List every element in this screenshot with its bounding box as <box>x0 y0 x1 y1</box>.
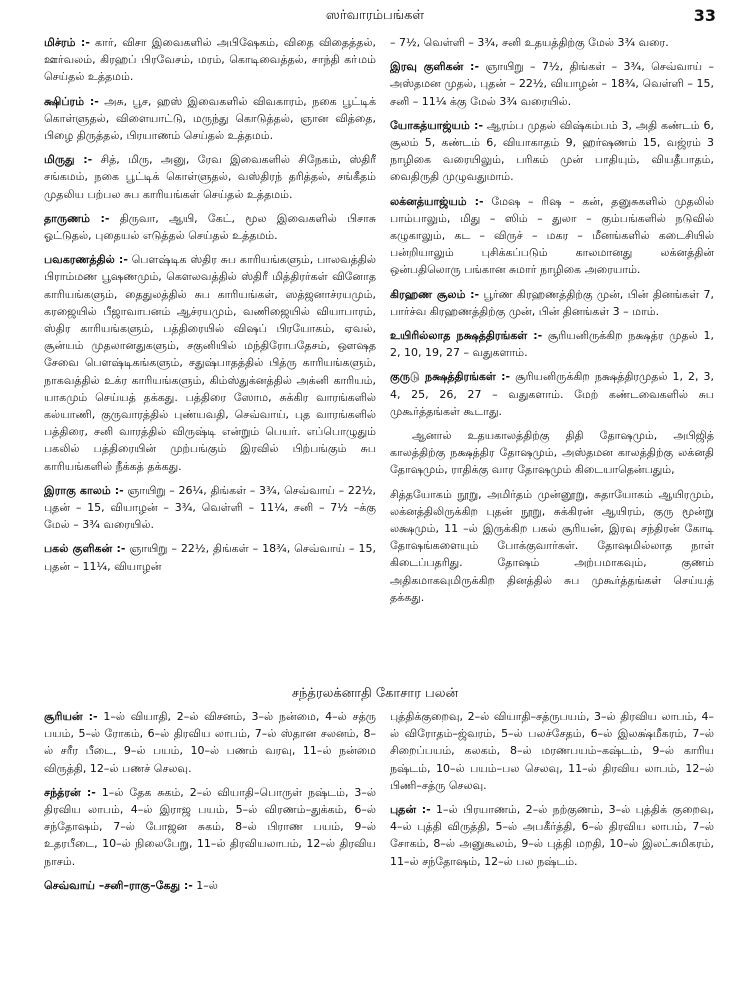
entry-term: யோகத்யாஜ்யம் :- <box>390 118 484 132</box>
text-entry <box>44 251 376 475</box>
entry-text: 1–ல் <box>192 878 218 892</box>
entry-term: உயிரில்லாத நக்ஷத்திரங்கள் :- <box>390 329 543 343</box>
entry-text: சூரியனிருக்கிற நக்ஷத்ர முதல் 1, 2, 10, 19, 27 – வதுகளாம். <box>390 329 714 360</box>
running-title: ஸர்வாரம்பங்கள் <box>325 8 425 23</box>
entry-term: பவகரணத்தில் :- <box>44 253 128 267</box>
right-column <box>390 34 714 684</box>
section-title: சந்த்ரலக்னாதி கோசார பலன் <box>291 686 459 701</box>
entry-text: 1–ல் தேக சுகம், 2–ல் வியாதி–பொருள் நஷ்டம், 3–ல் திரவிய லாபம், 4–ல் இராஜ பயம், 5–ல் விரணம்–துக்கம், 6–ல் சந்தோஷம், 7–ல் போஜன சுகம், 8–ல் பிராண பயம், 9–ல் உதரபீடை, 10–ல் நிலைபேறு, 11–ல் திரவியலாபம், 12–ல் திரவிய நாசம். <box>44 785 376 868</box>
text-entry <box>44 708 376 777</box>
text-entry <box>390 58 714 110</box>
page-number: 33 <box>693 6 716 25</box>
entry-text: 1–ல் பிரயாணம், 2–ல் நற்குணம், 3–ல் புத்திக் குறைவு, 4–ல் புத்தி விருத்தி, 5–ல் அபகீர்த்தி, 6–ல் திரவிய லாபம், 7–ல் சோகம், 8–ல் அனுகூலம், 9–ல் புத்தி மறதி, 10–ல் இலட்சுமிகரம், 11–ல் சந்தோஷம், 12–ல் பல நஷ்டம். <box>390 803 714 868</box>
entry-term: புதன் :- <box>390 803 431 817</box>
entry-term: இரவு குளிகன் :- <box>390 60 480 74</box>
text-entry <box>390 368 714 420</box>
entry-text: புத்திக்குறைவு, 2–ல் வியாதி–சத்ருபயம், 3–ல் திரவிய லாபம், 4–ல் விரோதம்–ஜ்வரம், 5–ல் பலச்சேதம், 6–ல் இலக்ஷ்மீகரம், 7–ல் சிறைப்பயம், கலகம், 8–ல் மரணபயம்–கஷ்டம், 9–ல் காரிய நஷ்டம், 10–ல் பயம்–பல செலவு, 11–ல் திரவிய லாபம், 12–ல் பிணி–சத்ரு செலவு. <box>390 710 714 792</box>
entry-term: செவ்வாய் –சனி–ராகு–கேது :- <box>44 878 193 892</box>
entry-term: மிச்ரம் :- <box>44 36 90 49</box>
entry-text: சித்தயோகம் நூறு, அமிர்தம் முன்னூறு, சுதாயோகம் ஆயிரமும், லக்னத்திலிருக்கிற புதன் நூறு, சுக்கிரன் ஆயிரம், குரு மூன்று லக்ஷமும், 11 –ல் இருக்கிற பகல் சூரியன், இரவு சந்திரன் கோடி தோஷங்களையும் போக்குவார்கள். தோஷமில்லாத நாள் கிடைப்பதரிது. தோஷம் அற்பமாகவும், குணம் அதிகமாகவுமிருக்கிற தினத்தில் சுப முகூர்த்தங்கள் செய்யத் தக்கது. <box>390 487 714 604</box>
entry-term: பகல் குளிகன் :- <box>44 542 126 556</box>
entry-text: ஞாயிறு – 22½, திங்கள் – 18¾, செவ்வாய் – 15, புதன் – 11¼, வியாழன் <box>44 542 376 573</box>
entry-term: கிரஹண சூலம் :- <box>390 287 480 301</box>
entry-text: சித், மிரு, அனு, ரேவ இவைகளில் சிநேகம், ஸ்திரீ சங்கமம், நகை பூட்டிக் கொள்ளுதல், வஸ்திரந் தரித்தல், சங்கீதம் முதலிய பற்பல சுப காரியங்கள் செய்தல் உத்தமம். <box>44 153 376 201</box>
text-entry <box>44 482 376 534</box>
text-entry <box>390 286 714 320</box>
entry-term: தாருணம் :- <box>44 211 110 225</box>
text-entry <box>44 151 376 203</box>
entry-term: இராகு காலம் :- <box>44 483 124 497</box>
left-column <box>44 34 376 684</box>
text-entry <box>390 34 714 51</box>
text-entry <box>44 784 376 870</box>
entry-text: கார், விசா இவைகளில் அபிஷேகம், விதை விதைத்தல், ஊர்வலம், கிரஹப் பிரவேசம், மரம், கொடிவைத்தல், சாந்தி கா்மம் செய்தல் உத்தமம். <box>44 36 376 84</box>
entry-text: மேஷ – ரிஷ – கன், தனுசுகளில் முதலில் பாம்பாலும், மிது – ஸிம் – துலா – கும்பங்களில் நடுவில் கழுகாலும், கட – விருச் – மகர – மீனங்களில் கடைசியில் பன்றியாலும் புசிக்கப்படும் காலமானது லக்னத்தின் ஒன்பதிலொரு பங்கான சுமார் நாழிகை அரையாம். <box>390 194 714 277</box>
entry-text: – 7½, வெள்ளி – 3¾, சனி உதயத்திற்கு மேல் 3¾ வரை. <box>390 36 669 49</box>
text-entry <box>44 877 376 894</box>
text-entry <box>390 117 714 186</box>
entry-text: ஞாயிறு – 26¼, திங்கள் – 3¾, செவ்வாய் – 22½, புதன் – 15, வியாழன் – 3¾, வெள்ளி – 11¼, சனி – 7½ –க்கு மேல் – 3¾ வரையில். <box>44 483 376 532</box>
text-entry <box>390 327 714 361</box>
text-entry <box>390 486 714 606</box>
entry-text: பூர்ண கிரஹணத்திற்கு முன், பின் தினங்கள் 7, பார்ச்வ கிரஹணத்திற்கு முன், பின் தினங்கள் 3 – மாம். <box>390 287 714 318</box>
entry-text: பௌஷ்டிக ஸ்திர சுப காரியங்களும், பாலவத்தில் பிராம்மண பூஷணமும், கௌலவத்தில் ஸ்திரீ மித்திரர்கள் வினோத காரியங்களும், தைதுலத்தில் சுப காரியங்கள், ஸத்ஜனாச்ரயமும், கரஜையில் பீஜாவாபனம் ஆச்ரயமும், வணிஜையில் வியாபாரம், ஸ்திர காரியங்களும், பத்திரையில் விஷப் பிரயோகம், ஏவல், சூன்யம் முதலானதுகளும், சகுனியில் மந்திரோபதேசம், ஔஷத சேவை பௌஷ்டிகங்களும், சதுஷ்பாதத்தில் பித்ரு காரியங்களும், நாகவத்தில் உக்ர காரியங்களும், கிம்ஸ்துக்னத்தில் அக்னி காரியம், யாகமும் செய்யத் தக்கது. பத்திரை ஸோம, சுக்கிர வாரங்களில் கல்யாணி, குருவாரத்தில் புண்யவதி, செவ்வாய், புத வாரங்களில் பத்திரை, சனி வாரத்தில் விருஷ்டி என்றும் பெயர். எப்பொழுதும் பகலில் பத்திரையின் முற்பங்கும் இரவில் பிற்பங்கும் சுப காரியங்களில் நீக்கத் தக்கது. <box>44 253 376 473</box>
text-entry <box>44 93 376 145</box>
entry-text: சூரியனிருக்கிற நக்ஷத்திரமுதல் 1, 2, 3, 4, 25, 26, 27 – வதுகளாம். மேற் கண்டவைகளில் சுப முகூர்த்தங்கள் கூடாது. <box>390 370 714 418</box>
entry-text: அசு, பூச, ஹஸ் இவைகளில் விவகாரம், நகை பூட்டிக் கொள்ளுதல், விளையாட்டு, மருந்து கொடுத்தல், ஞான வித்தை, பிழை திருத்தல், பிரயாணம் செய்தல் உத்தமம். <box>44 94 376 143</box>
text-entry <box>390 801 714 870</box>
entry-term: க்ஷிப்ரம் :- <box>44 94 99 108</box>
bottom-right-column <box>390 708 714 998</box>
entry-term: மிருது :- <box>44 153 93 167</box>
page-header <box>0 6 750 28</box>
entry-term: சூரியன் :- <box>44 710 98 723</box>
text-entry <box>44 34 376 86</box>
bottom-left-column <box>44 708 376 998</box>
entry-text: 1–ல் வியாதி, 2–ல் விசனம், 3–ல் நன்மை, 4–ல் சத்ரு பயம், 5–ல் ரோகம், 6–ல் திரவிய லாபம், 7–ல் ஸ்தான சலனம், 8–ல் சரீர பீடை, 9–ல் பயம், 10–ல் பணம் வரவு, 11–ல் நன்மை விருத்தி, 12–ல் பணச் செலவு. <box>44 710 376 775</box>
entry-text: ஆனால் உதயகாலத்திற்கு திதி தோஷமும், அபிஜித் காலத்திற்கு நக்ஷத்திர தோஷமும், அஸ்தமன காலத்திற்கு லக்னதி தோஷமும், ராதிக்கு வார தோஷமும் கிடையாதென்பதும், <box>390 429 714 477</box>
text-entry <box>390 427 714 479</box>
entry-text: திருவா, ஆயி, கேட், மூல இவைகளில் பிசாசு ஓட்டுதல், புதையல் எடுத்தல் செய்தல் உத்தமம். <box>44 211 376 243</box>
entry-term: லக்னத்யாஜ்யம் :- <box>390 194 484 208</box>
entry-text: ஆரம்ப முதல் விஷ்கம்பம் 3, அதி கண்டம் 6, சூலம் 5, கண்டம் 6, வியாகாதம் 9, ஹர்ஷணம் 15, வஜ்ரம் 3 நாழிகை வரையிலும், பரிகம் முன் பாதியும், வியதீபாதம், வைதிருதி முழுவதுமாம். <box>390 118 714 184</box>
entry-term: சந்த்ரன் :- <box>44 785 96 799</box>
entry-text: ஞாயிறு – 7½, திங்கள் – 3¾, செவ்வாய் – அஸ்தமன முதல், புதன் – 22½, வியாழன் – 18¾, வெள்ளி – 15, சனி – 11¼ க்கு மேல் 3¾ வரையில். <box>390 60 714 108</box>
text-entry <box>44 210 376 244</box>
text-entry <box>390 708 714 794</box>
entry-term: குருடு நக்ஷத்திரங்கள் :- <box>390 370 511 384</box>
text-entry <box>390 193 714 279</box>
text-entry <box>44 540 376 574</box>
